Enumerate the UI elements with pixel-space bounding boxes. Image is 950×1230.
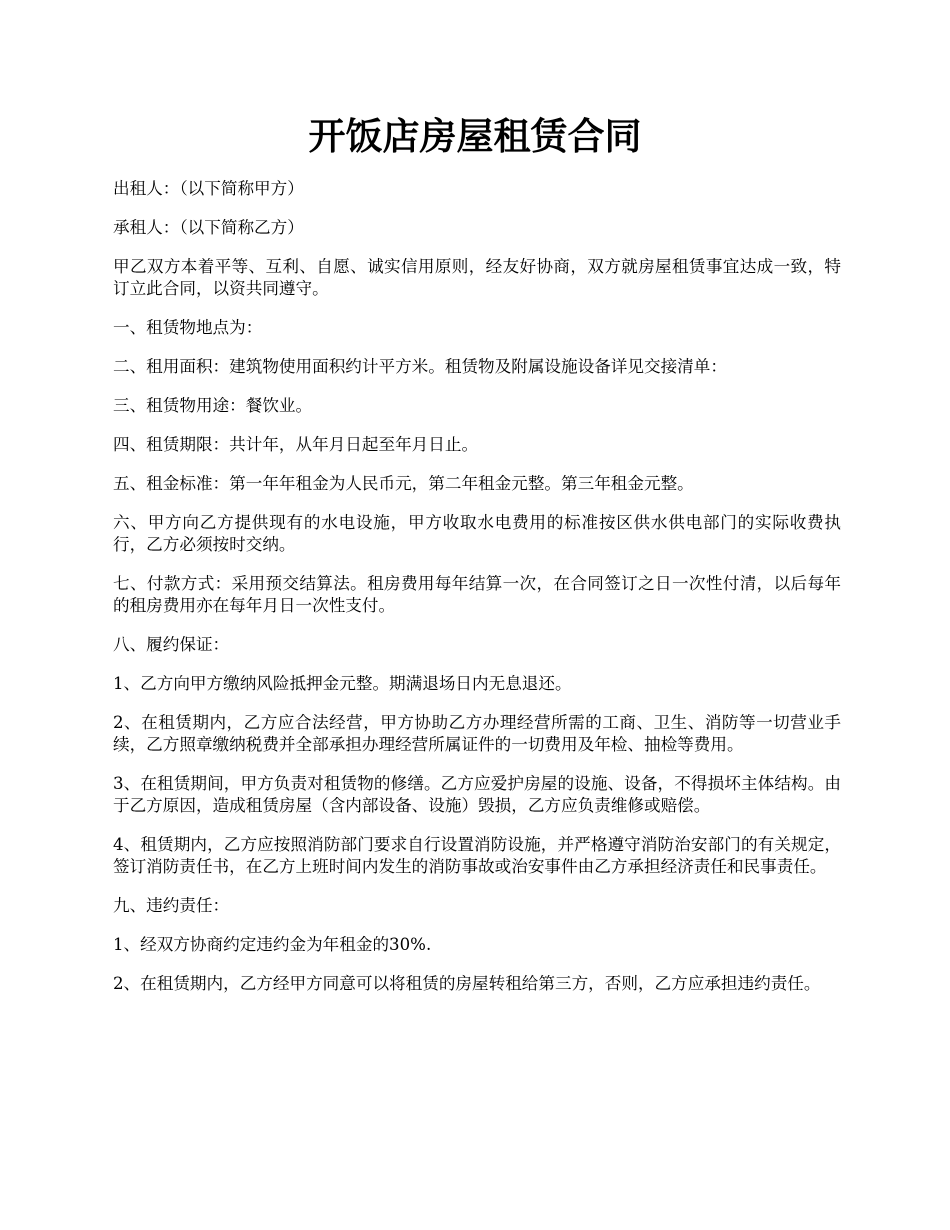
paragraph-preamble: 甲乙双方本着平等、互利、自愿、诚实信用原则，经友好协商，双方就房屋租赁事宜达成一致，特订立此合同，以资共同遵守。	[113, 257, 841, 298]
paragraph-clause-3: 三、租赁物用途：餐饮业。	[113, 396, 313, 415]
paragraph-clause-5: 五、租金标准：第一年年租金为人民币元，第二年租金元整。第三年租金元整。	[113, 474, 694, 493]
paragraph-clause-8-item-2: 2、在租赁期内，乙方应合法经营，甲方协助乙方办理经营所需的工商、卫生、消防等一切营业手续，乙方照章缴纳税费并全部承担办理经营所属证件的一切费用及年检、抽检等费用。	[113, 713, 841, 754]
paragraph-lessee: 承租人：（以下简称乙方）	[113, 218, 304, 237]
paragraph-clause-4: 四、租赁期限：共计年，从年月日起至年月日止。	[113, 435, 479, 454]
paragraph-clause-7: 七、付款方式：采用预交结算法。租房费用每年结算一次，在合同签订之日一次性付清，以后每年的租房费用亦在每年月日一次性支付。	[113, 574, 841, 615]
paragraph-clause-8: 八、履约保证：	[113, 635, 230, 654]
paragraph-clause-1: 一、租赁物地点为：	[113, 318, 263, 337]
document-title: 开饭店房屋租赁合同	[308, 114, 642, 158]
paragraph-clause-8-item-4: 4、租赁期内，乙方应按照消防部门要求自行设置消防设施，并严格遵守消防治安部门的有关规定，签订消防责任书，在乙方上班时间内发生的消防事故或治安事件由乙方承担经济责任和民事责任。	[113, 835, 841, 876]
paragraph-clause-8-item-1: 1、乙方向甲方缴纳风险抵押金元整。期满退场日内无息退还。	[113, 674, 572, 693]
paragraph-clause-9-item-2: 2、在租赁期内，乙方经甲方同意可以将租赁的房屋转租给第三方，否则，乙方应承担违约责任。	[113, 974, 821, 993]
paragraph-clause-9: 九、违约责任：	[113, 896, 230, 915]
paragraph-lessor: 出租人：（以下简称甲方）	[113, 179, 304, 198]
paragraph-clause-9-item-1: 1、经双方协商约定违约金为年租金的30%.	[113, 935, 432, 954]
document-body	[113, 178, 841, 1012]
paragraph-clause-8-item-3: 3、在租赁期间，甲方负责对租赁物的修缮。乙方应爱护房屋的设施、设备，不得损坏主体结构。由于乙方原因，造成租赁房屋（含内部设备、设施）毁损，乙方应负责维修或赔偿。	[113, 774, 841, 815]
paragraph-clause-6: 六、甲方向乙方提供现有的水电设施，甲方收取水电费用的标准按区供水供电部门的实际收费执行，乙方必须按时交纳。	[113, 513, 841, 554]
paragraph-clause-2: 二、租用面积：建筑物使用面积约计平方米。租赁物及附属设施设备详见交接清单：	[113, 357, 727, 376]
